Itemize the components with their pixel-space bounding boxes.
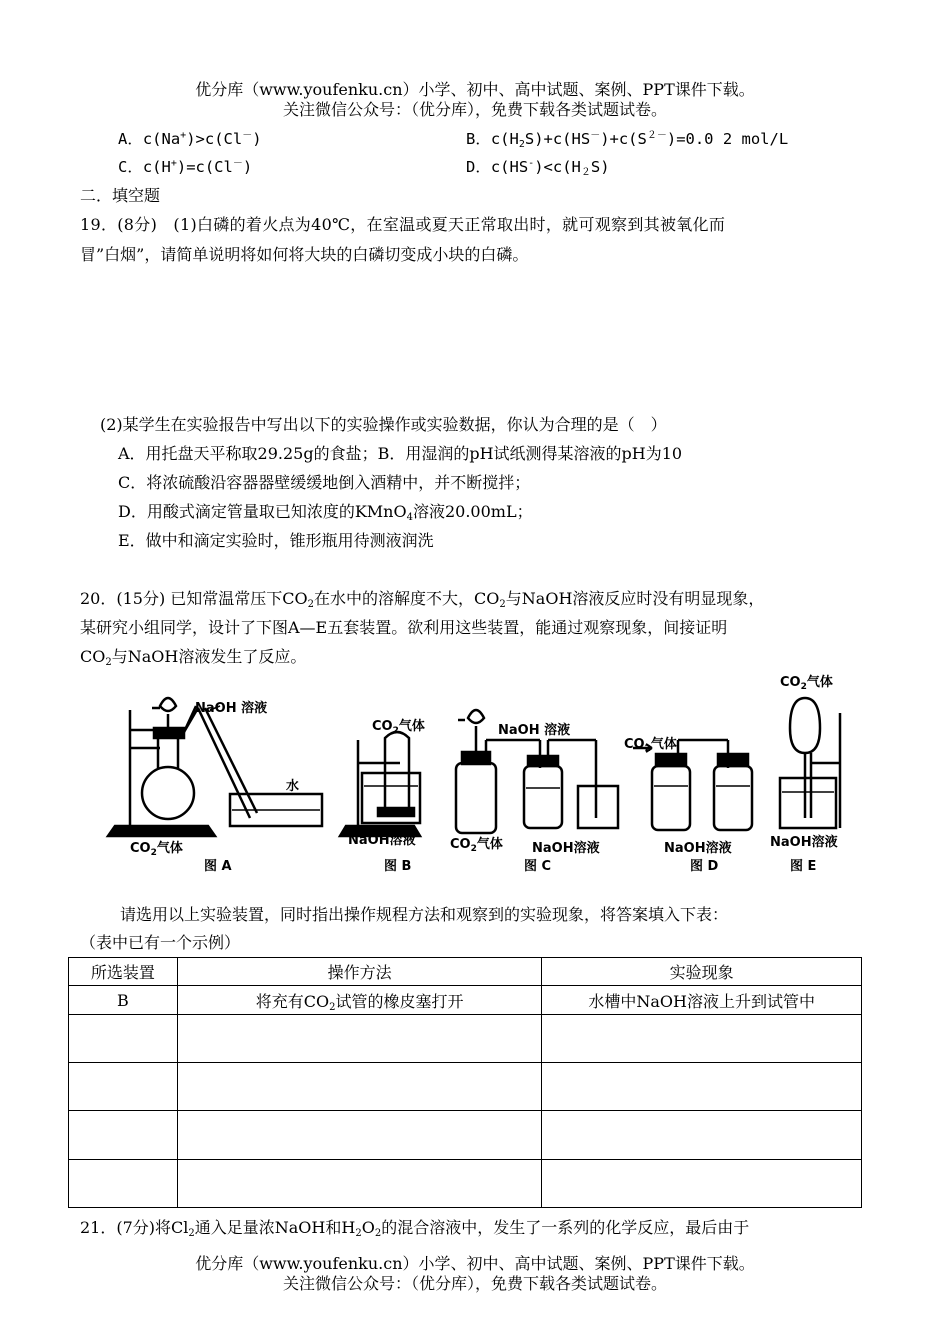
answer-cell[interactable] bbox=[542, 1063, 862, 1111]
example-phenomenon: 水槽中NaOH溶液上升到试管中 bbox=[542, 986, 862, 1015]
answer-cell[interactable] bbox=[69, 1063, 178, 1111]
q19-line-1: 19．(8分) (1)白磷的着火点为40℃，在室温或夏天正常取出时，就可观察到其被氧化而 bbox=[80, 215, 726, 234]
q20-instruction: 请选用以上实验装置，同时指出操作规程方法和观察到的实验现象，将答案填入下表： bbox=[120, 905, 729, 924]
table-header-device: 所选装置 bbox=[69, 958, 178, 986]
label-a-water: 水 bbox=[286, 779, 300, 794]
answer-cell[interactable] bbox=[177, 1063, 542, 1111]
label-c-naoh-bottom: NaOH溶液 bbox=[532, 841, 600, 856]
q20-line-1: 20．(15分) 已知常温常压下$CO_2$在水中的溶解度不大，$CO_2$与NaOH溶液反应时没有明显现象， bbox=[80, 589, 765, 610]
table-row bbox=[69, 1160, 862, 1208]
table-header-phenomenon: 实验现象 bbox=[542, 958, 862, 986]
q19-line-2: 冒”白烟”，请简单说明将如何将大块的白磷切变成小块的白磷。 bbox=[80, 245, 529, 264]
footer-line-1: 优分库（www.youfenku.cn）小学、初中、高中试题、案例、PPT课件下载。 bbox=[195, 1254, 755, 1273]
q18-option-c: C．c(H+)=c(Cl－) bbox=[118, 158, 253, 176]
answer-cell[interactable] bbox=[69, 1015, 178, 1063]
answer-cell[interactable] bbox=[177, 1015, 542, 1063]
q19-option-d: D．用酸式滴定管量取已知浓度的KMnO$_4$溶液20.00mL； bbox=[118, 502, 533, 523]
apparatus-b bbox=[340, 732, 420, 836]
q19-part-2: (2)某学生在实验报告中写出以下的实验操作或实验数据，你认为合理的是（ ） bbox=[100, 415, 667, 434]
q20-instruction-note: （表中已有一个示例） bbox=[80, 933, 241, 952]
table-header-method: 操作方法 bbox=[177, 958, 542, 986]
caption-e: 图 E bbox=[790, 859, 817, 874]
label-e-co2: $CO_2$气体 bbox=[780, 675, 833, 692]
apparatus-e bbox=[780, 698, 840, 828]
table-row bbox=[69, 1063, 862, 1111]
answer-cell[interactable] bbox=[69, 1160, 178, 1208]
apparatus-figure bbox=[100, 668, 860, 878]
table-row bbox=[69, 1015, 862, 1063]
label-a-naoh: NaOH 溶液 bbox=[195, 701, 268, 716]
answer-cell[interactable] bbox=[542, 1160, 862, 1208]
label-c-naoh-top: NaOH 溶液 bbox=[498, 723, 571, 738]
q19-option-c: C．将浓硫酸沿容器器壁缓缓地倒入酒精中，并不断搅拌； bbox=[118, 473, 531, 492]
apparatus-a bbox=[108, 698, 322, 836]
q18-option-d: D．$c(HS^-)<c(H_2S)$ bbox=[466, 158, 610, 178]
footer-line-2: 关注微信公众号：（优分库），免费下载各类试题试卷。 bbox=[282, 1274, 667, 1293]
table-header-row bbox=[69, 958, 862, 986]
answer-cell[interactable] bbox=[177, 1111, 542, 1160]
caption-a: 图 A bbox=[204, 859, 232, 874]
header-line-2: 关注微信公众号：（优分库），免费下载各类试题试卷。 bbox=[282, 100, 667, 119]
q18-option-a: A．c(Na+)>c(Cl－) bbox=[118, 130, 262, 148]
caption-d: 图 D bbox=[690, 859, 719, 874]
q20-line-3: $CO_2$与NaOH溶液发生了反应。 bbox=[80, 647, 307, 668]
header-line-1: 优分库（www.youfenku.cn）小学、初中、高中试题、案例、PPT课件下载。 bbox=[195, 80, 755, 99]
example-method: 将充有$CO_2$试管的橡皮塞打开 bbox=[177, 986, 542, 1015]
label-a-co2: $CO_2$气体 bbox=[130, 841, 183, 858]
table-row bbox=[69, 986, 862, 1015]
answer-cell[interactable] bbox=[542, 1111, 862, 1160]
example-device: B bbox=[69, 986, 178, 1015]
label-b-naoh: NaOH溶液 bbox=[348, 833, 416, 848]
caption-b: 图 B bbox=[384, 859, 412, 874]
answer-cell[interactable] bbox=[542, 1015, 862, 1063]
answer-table bbox=[68, 957, 862, 1208]
section-2-title: 二．填空题 bbox=[80, 186, 161, 205]
q20-line-2: 某研究小组同学，设计了下图A—E五套装置。欲利用这些装置，能通过观察现象，间接证明 bbox=[80, 618, 728, 637]
q21-line-1: 21．(7分)将$Cl_2$通入足量浓NaOH和$H_2O_2$的混合溶液中，发生了一系列的化学反应，最后由于 bbox=[80, 1218, 750, 1239]
label-d-co2: $CO_2$气体 bbox=[624, 737, 677, 754]
answer-cell[interactable] bbox=[177, 1160, 542, 1208]
answer-cell[interactable] bbox=[69, 1111, 178, 1160]
q18-option-b: B．$c(H_2S)+c(HS^-)+c(S^{2-})=0.0$ 2 mol/L bbox=[466, 130, 789, 150]
q19-option-e: E．做中和滴定实验时，锥形瓶用待测液润洗 bbox=[118, 531, 434, 550]
label-b-co2: $CO_2$气体 bbox=[372, 719, 425, 736]
label-e-naoh: NaOH溶液 bbox=[770, 835, 838, 850]
q19-option-a: A．用托盘天平称取29.25g的食盐；B．用湿润的pH试纸测得某溶液的pH为10 bbox=[118, 444, 683, 463]
caption-c: 图 C bbox=[524, 859, 552, 874]
table-row bbox=[69, 1111, 862, 1160]
label-c-co2: $CO_2$气体 bbox=[450, 837, 503, 854]
label-d-naoh: NaOH溶液 bbox=[664, 841, 732, 856]
